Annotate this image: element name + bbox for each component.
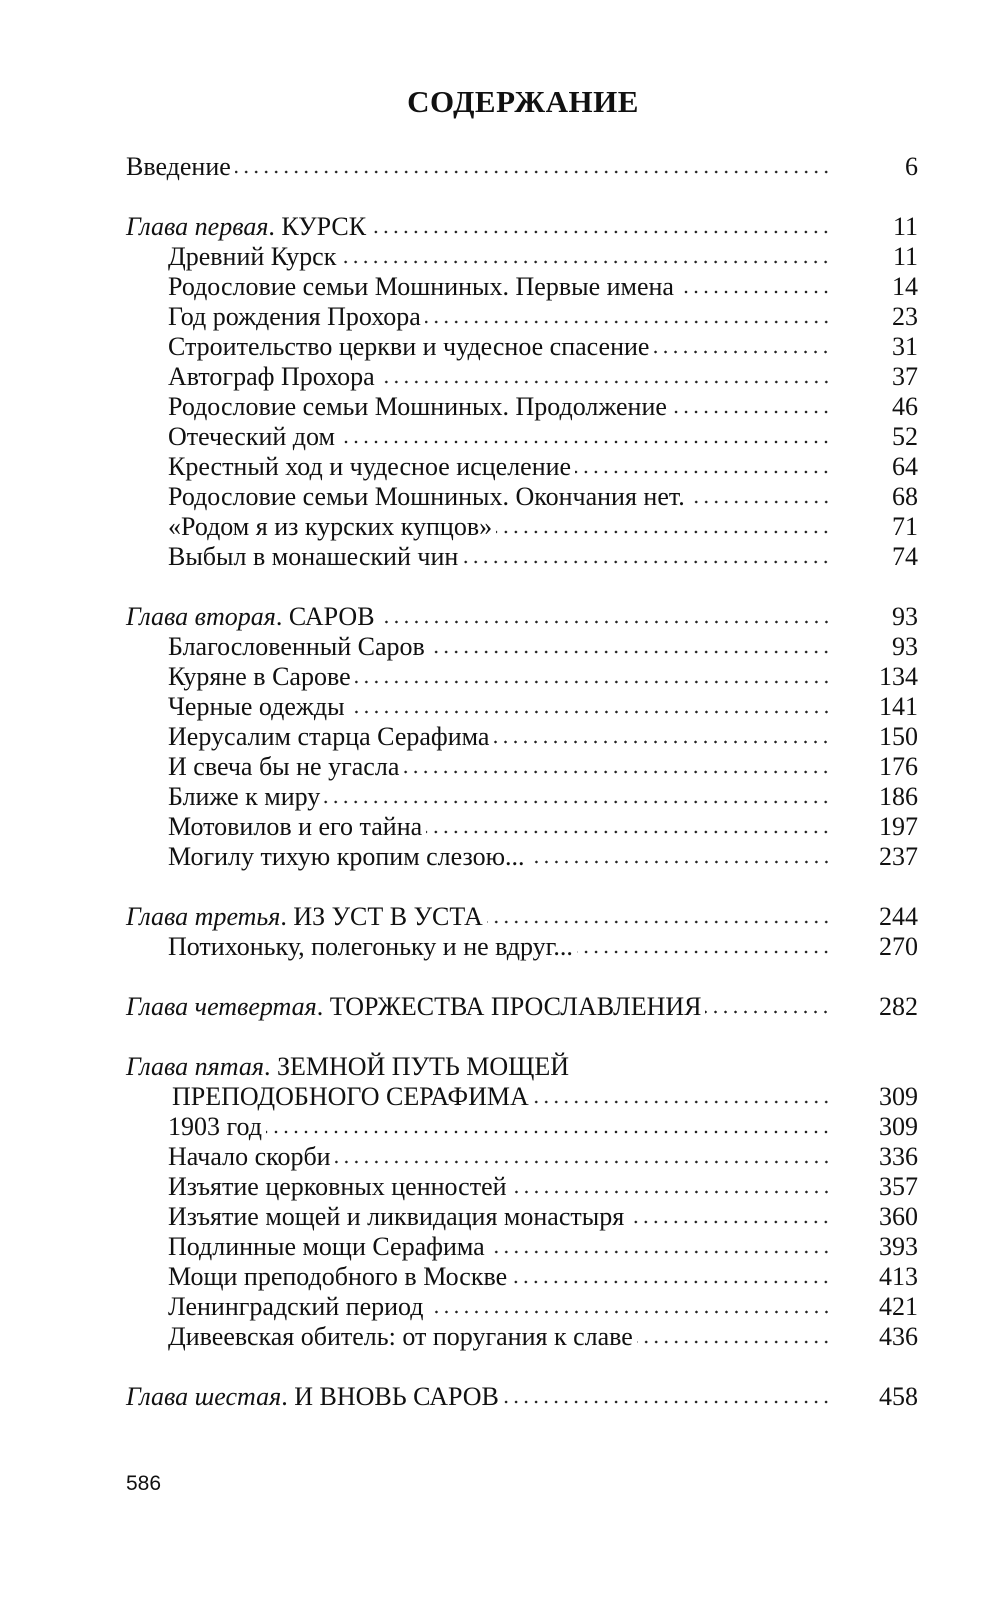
page-title: СОДЕРЖАНИЕ xyxy=(407,84,639,119)
chapter-prefix: Глава третья xyxy=(126,902,281,931)
entry-page: 309 xyxy=(879,1082,918,1111)
entry-label: Дивеевская обитель: от поругания к славе xyxy=(168,1322,633,1351)
entry-label: Строительство церкви и чудесное спасение xyxy=(168,332,650,361)
toc-section[interactable] xyxy=(126,452,918,482)
toc-section[interactable] xyxy=(126,692,918,722)
toc-section[interactable] xyxy=(126,242,918,272)
entry-page: 436 xyxy=(879,1322,918,1351)
dot-leader xyxy=(403,770,831,774)
toc-section[interactable] xyxy=(126,332,918,362)
chapter-prefix: Глава пятая xyxy=(126,1052,264,1081)
dot-leader xyxy=(339,440,831,444)
toc-section[interactable] xyxy=(126,1172,918,1202)
entry-page: 64 xyxy=(892,452,918,481)
entry-label: Родословие семьи Мошниных. Продолжение xyxy=(168,392,667,421)
toc-section[interactable] xyxy=(126,932,918,962)
entry-label: Мотовилов и его тайна xyxy=(168,812,423,841)
dot-leader xyxy=(370,230,831,234)
entry-page: 150 xyxy=(879,722,918,751)
toc-section[interactable] xyxy=(126,512,918,542)
entry-label: Черные одежды xyxy=(168,692,345,721)
chapter-title: КУРСК xyxy=(281,212,367,241)
dot-leader xyxy=(235,170,831,174)
entry-label: Благословенный Саров xyxy=(168,632,425,661)
entry-label: Иерусалим старца Серафима xyxy=(168,722,490,751)
entry-label: Автограф Прохора xyxy=(168,362,375,391)
entry-label: Глава пятая. ЗЕМНОЙ ПУТЬ МОЩЕЙ xyxy=(126,1052,570,1081)
spacer xyxy=(126,1352,918,1382)
entry-label: Глава вторая. САРОВ xyxy=(126,602,375,631)
entry-page: 6 xyxy=(905,152,918,181)
entry-page: 393 xyxy=(879,1232,918,1261)
entry-page: 71 xyxy=(892,512,918,541)
dot-leader xyxy=(529,860,831,864)
spacer xyxy=(126,962,918,992)
entry-page: 176 xyxy=(879,752,918,781)
toc-section[interactable] xyxy=(126,782,918,812)
page-number: 586 xyxy=(126,1472,162,1495)
entry-page: 31 xyxy=(892,332,918,361)
entry-page: 93 xyxy=(892,632,918,661)
entry-page: 93 xyxy=(892,602,918,631)
toc-section[interactable] xyxy=(126,1112,918,1142)
toc-chapter[interactable] xyxy=(126,992,918,1022)
entry-label: ПРЕПОДОБНОГО СЕРАФИМА xyxy=(172,1082,529,1111)
entry-label: Изъятие мощей и ликвидация монастыря xyxy=(168,1202,625,1231)
toc-section[interactable] xyxy=(126,752,918,782)
entry-label: Родословие семьи Мошниных. Первые имена xyxy=(168,272,674,301)
dot-leader xyxy=(379,620,831,624)
spacer xyxy=(126,182,918,212)
entry-label: И свеча бы не угасла xyxy=(168,752,400,781)
entry-label: Глава шестая. И ВНОВЬ САРОВ xyxy=(126,1382,499,1411)
toc-chapter-cont[interactable] xyxy=(126,1082,918,1112)
toc-chapter[interactable] xyxy=(126,602,918,632)
entry-label: Родословие семьи Мошниных. Окончания нет. xyxy=(168,482,685,511)
toc-section[interactable] xyxy=(126,722,918,752)
table-of-contents xyxy=(126,152,918,1412)
entry-page: 141 xyxy=(879,692,918,721)
toc-section[interactable] xyxy=(126,1262,918,1292)
entry-page: 46 xyxy=(892,392,918,421)
entry-page: 458 xyxy=(879,1382,918,1411)
chapter-title: САРОВ xyxy=(288,602,375,631)
entry-label: Год рождения Прохора xyxy=(168,302,421,331)
chapter-title: ИЗ УСТ В УСТА xyxy=(293,902,483,931)
entry-page: 186 xyxy=(879,782,918,811)
entry-page: 309 xyxy=(879,1112,918,1141)
dot-leader xyxy=(689,500,831,504)
toc-section[interactable] xyxy=(126,1322,918,1352)
entry-page: 360 xyxy=(879,1202,918,1231)
toc-section[interactable] xyxy=(126,392,918,422)
entry-label: Могилу тихую кропим слезою... xyxy=(168,842,525,871)
toc-section[interactable] xyxy=(126,422,918,452)
entry-page: 357 xyxy=(879,1172,918,1201)
spacer xyxy=(126,572,918,602)
entry-page: 68 xyxy=(892,482,918,511)
spacer xyxy=(126,872,918,902)
toc-chapter[interactable] xyxy=(126,902,918,932)
entry-label: Ближе к миру xyxy=(168,782,321,811)
dot-leader xyxy=(335,1160,831,1164)
entry-page: 11 xyxy=(892,212,918,241)
entry-label: Изъятие церковных ценностей xyxy=(168,1172,507,1201)
entry-page: 74 xyxy=(892,542,918,571)
dot-leader xyxy=(426,830,831,834)
spacer xyxy=(126,1022,918,1052)
dot-leader xyxy=(493,740,831,744)
dot-leader xyxy=(429,650,831,654)
dot-leader xyxy=(425,320,831,324)
toc-chapter[interactable] xyxy=(126,1052,918,1082)
entry-page: 37 xyxy=(892,362,918,391)
chapter-title: ТОРЖЕСТВА ПРОСЛАВЛЕНИЯ xyxy=(329,992,702,1021)
dot-leader xyxy=(671,410,831,414)
entry-label: «Родом я из курских купцов» xyxy=(168,512,493,541)
toc-section[interactable] xyxy=(126,662,918,692)
dot-leader xyxy=(678,290,831,294)
entry-page: 134 xyxy=(879,662,918,691)
toc-intro[interactable] xyxy=(126,152,918,182)
entry-page: 413 xyxy=(879,1262,918,1291)
entry-label: Глава первая. КУРСК xyxy=(126,212,367,241)
dot-leader xyxy=(653,350,831,354)
dot-leader xyxy=(628,1220,831,1224)
dot-leader xyxy=(324,800,831,804)
entry-page: 237 xyxy=(879,842,918,871)
toc-section[interactable] xyxy=(126,812,918,842)
toc-section[interactable] xyxy=(126,272,918,302)
toc-section[interactable] xyxy=(126,362,918,392)
toc-chapter[interactable] xyxy=(126,212,918,242)
entry-label: Выбыл в монашеский чин xyxy=(168,542,459,571)
dot-leader xyxy=(533,1100,831,1104)
dot-leader xyxy=(340,260,831,264)
dot-leader xyxy=(511,1280,831,1284)
chapter-prefix: Глава шестая xyxy=(126,1382,282,1411)
entry-page: 270 xyxy=(879,932,918,961)
entry-label: Введение xyxy=(126,152,231,181)
dot-leader xyxy=(705,1010,831,1014)
entry-label: Потихоньку, полегоньку и не вдруг... xyxy=(168,932,573,961)
dot-leader xyxy=(379,380,831,384)
entry-label: Глава третья. ИЗ УСТ В УСТА xyxy=(126,902,483,931)
entry-page: 11 xyxy=(892,242,918,271)
dot-leader xyxy=(575,470,831,474)
chapter-title: И ВНОВЬ САРОВ xyxy=(294,1382,499,1411)
entry-page: 244 xyxy=(879,902,918,931)
dot-leader xyxy=(511,1190,831,1194)
toc-section[interactable] xyxy=(126,1292,918,1322)
toc-section[interactable] xyxy=(126,842,918,872)
entry-label: Мощи преподобного в Москве xyxy=(168,1262,508,1291)
dot-leader xyxy=(487,920,831,924)
entry-label: Крестный ход и чудесное исцеление xyxy=(168,452,572,481)
toc-section[interactable] xyxy=(126,1232,918,1262)
dot-leader xyxy=(496,530,831,534)
dot-leader xyxy=(489,1250,831,1254)
entry-page: 52 xyxy=(892,422,918,451)
entry-page: 336 xyxy=(879,1142,918,1171)
chapter-prefix: Глава первая xyxy=(126,212,269,241)
toc-section[interactable] xyxy=(126,542,918,572)
entry-label: Начало скорби xyxy=(168,1142,331,1171)
toc-section[interactable] xyxy=(126,632,918,662)
chapter-prefix: Глава вторая xyxy=(126,602,276,631)
toc-section[interactable] xyxy=(126,1142,918,1172)
entry-page: 23 xyxy=(892,302,918,331)
entry-label: Куряне в Сарове xyxy=(168,662,351,691)
entry-page: 421 xyxy=(879,1292,918,1321)
entry-label: 1903 год xyxy=(168,1112,262,1141)
entry-label: Подлинные мощи Серафима xyxy=(168,1232,485,1261)
toc-section[interactable] xyxy=(126,302,918,332)
toc-section[interactable] xyxy=(126,482,918,512)
dot-leader xyxy=(355,680,831,684)
entry-label: Ленинградский период xyxy=(168,1292,424,1321)
dot-leader xyxy=(577,950,831,954)
dot-leader xyxy=(428,1310,831,1314)
chapter-prefix: Глава четвертая xyxy=(126,992,317,1021)
entry-page: 282 xyxy=(879,992,918,1021)
dot-leader xyxy=(503,1400,831,1404)
toc-section[interactable] xyxy=(126,1202,918,1232)
chapter-title: ЗЕМНОЙ ПУТЬ МОЩЕЙ xyxy=(276,1052,570,1081)
entry-label: Отеческий дом xyxy=(168,422,335,451)
toc-chapter[interactable] xyxy=(126,1382,918,1412)
entry-label: Глава четвертая. ТОРЖЕСТВА ПРОСЛАВЛЕНИЯ xyxy=(126,992,702,1021)
entry-page: 197 xyxy=(879,812,918,841)
entry-label: Древний Курск xyxy=(168,242,337,271)
dot-leader xyxy=(349,710,831,714)
entry-page: 14 xyxy=(892,272,918,301)
dot-leader xyxy=(266,1130,831,1134)
dot-leader xyxy=(637,1340,831,1344)
dot-leader xyxy=(462,560,831,564)
